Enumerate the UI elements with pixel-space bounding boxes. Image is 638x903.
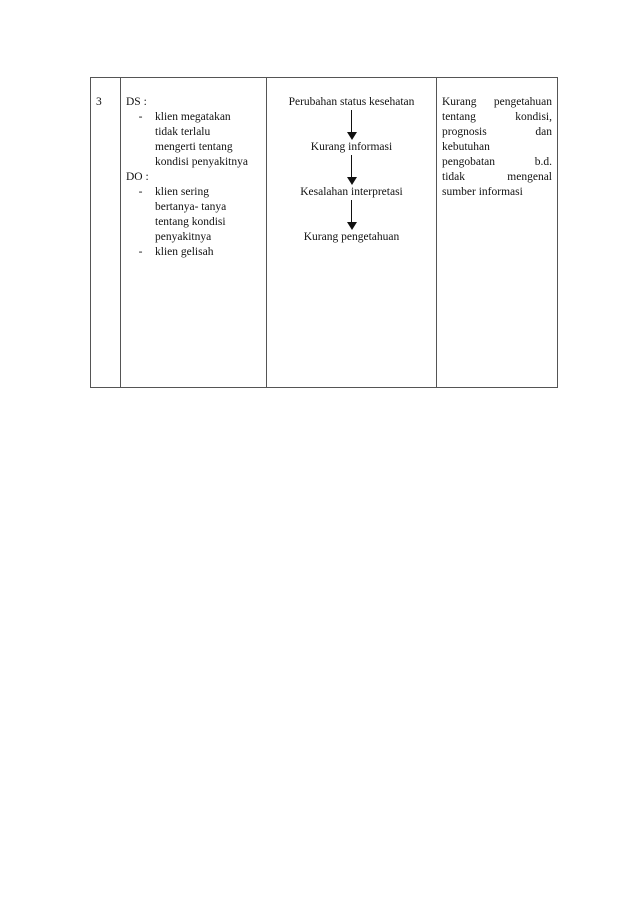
ds-item-line: [126, 125, 262, 140]
problem-word: kondisi,: [515, 111, 552, 123]
etiology-step: Kurang pengetahuan: [303, 231, 400, 243]
problem-cell: [437, 78, 558, 388]
problem-word: pengetahuan: [493, 96, 552, 108]
problem-text: [437, 78, 557, 200]
do-item-text: bertanya- tanya: [155, 201, 227, 213]
do-item-line: [126, 185, 262, 200]
do-item-line: [126, 200, 262, 215]
table-row: [91, 78, 558, 388]
ds-item-text: kondisi penyakitnya: [155, 156, 248, 168]
bullet-dash: -: [138, 111, 143, 123]
ds-item-text: klien megatakan: [155, 111, 231, 123]
etiology-flowchart: [271, 95, 432, 245]
ds-heading: DS :: [126, 96, 147, 108]
ds-item-text: tidak terlalu: [155, 126, 211, 138]
problem-line: [442, 140, 552, 155]
problem-word: tidak: [442, 171, 465, 183]
bullet-dash: [126, 215, 155, 230]
problem-line: [442, 110, 552, 125]
etiology-cell: [267, 78, 437, 388]
ds-item-text: mengerti tentang: [155, 141, 233, 153]
do-item-text: klien sering: [155, 186, 209, 198]
etiology-step: Kesalahan interpretasi: [300, 186, 403, 198]
bullet-dash: [126, 200, 155, 215]
row-number-cell: [91, 78, 121, 388]
bullet-dash: [126, 140, 155, 155]
down-arrow-icon: [347, 200, 357, 230]
ds-item-line: [126, 155, 262, 170]
nursing-diagnosis-table: [90, 77, 558, 388]
problem-word: prognosis: [442, 126, 487, 138]
problem-word: Kurang: [442, 96, 477, 108]
do-item-line: [126, 245, 262, 260]
do-heading: DO :: [126, 171, 149, 183]
down-arrow-icon: [347, 110, 357, 140]
bullet-dash: -: [138, 186, 143, 198]
do-item-text: klien gelisah: [155, 246, 214, 258]
problem-line: [442, 155, 552, 170]
problem-word: kebutuhan: [442, 141, 490, 153]
do-item-text: tentang kondisi: [155, 216, 226, 228]
problem-word: pengobatan: [442, 156, 496, 168]
etiology-step: Perubahan status kesehatan: [288, 96, 415, 108]
ds-item-line: [126, 110, 262, 125]
down-arrow-icon: [347, 155, 357, 185]
etiology-step: Kurang informasi: [310, 141, 393, 153]
do-item-line: [126, 230, 262, 245]
bullet-dash: -: [138, 246, 143, 258]
problem-word: mengenal: [507, 171, 552, 183]
bullet-dash: [126, 155, 155, 170]
problem-word: b.d.: [534, 156, 552, 168]
row-number: 3: [96, 96, 102, 108]
data-cell: [121, 78, 267, 388]
bullet-dash: [126, 125, 155, 140]
do-list: [126, 185, 262, 260]
bullet-dash: [126, 230, 155, 245]
problem-line: [442, 95, 552, 110]
ds-item-line: [126, 140, 262, 155]
do-item-text: penyakitnya: [155, 231, 212, 243]
ds-list: [126, 110, 262, 170]
problem-line: [442, 125, 552, 140]
do-item-line: [126, 215, 262, 230]
problem-word: dan: [535, 126, 552, 138]
problem-line: [442, 170, 552, 185]
problem-word: sumber informasi: [442, 186, 523, 198]
problem-line: [442, 185, 552, 200]
problem-word: tentang: [442, 111, 476, 123]
